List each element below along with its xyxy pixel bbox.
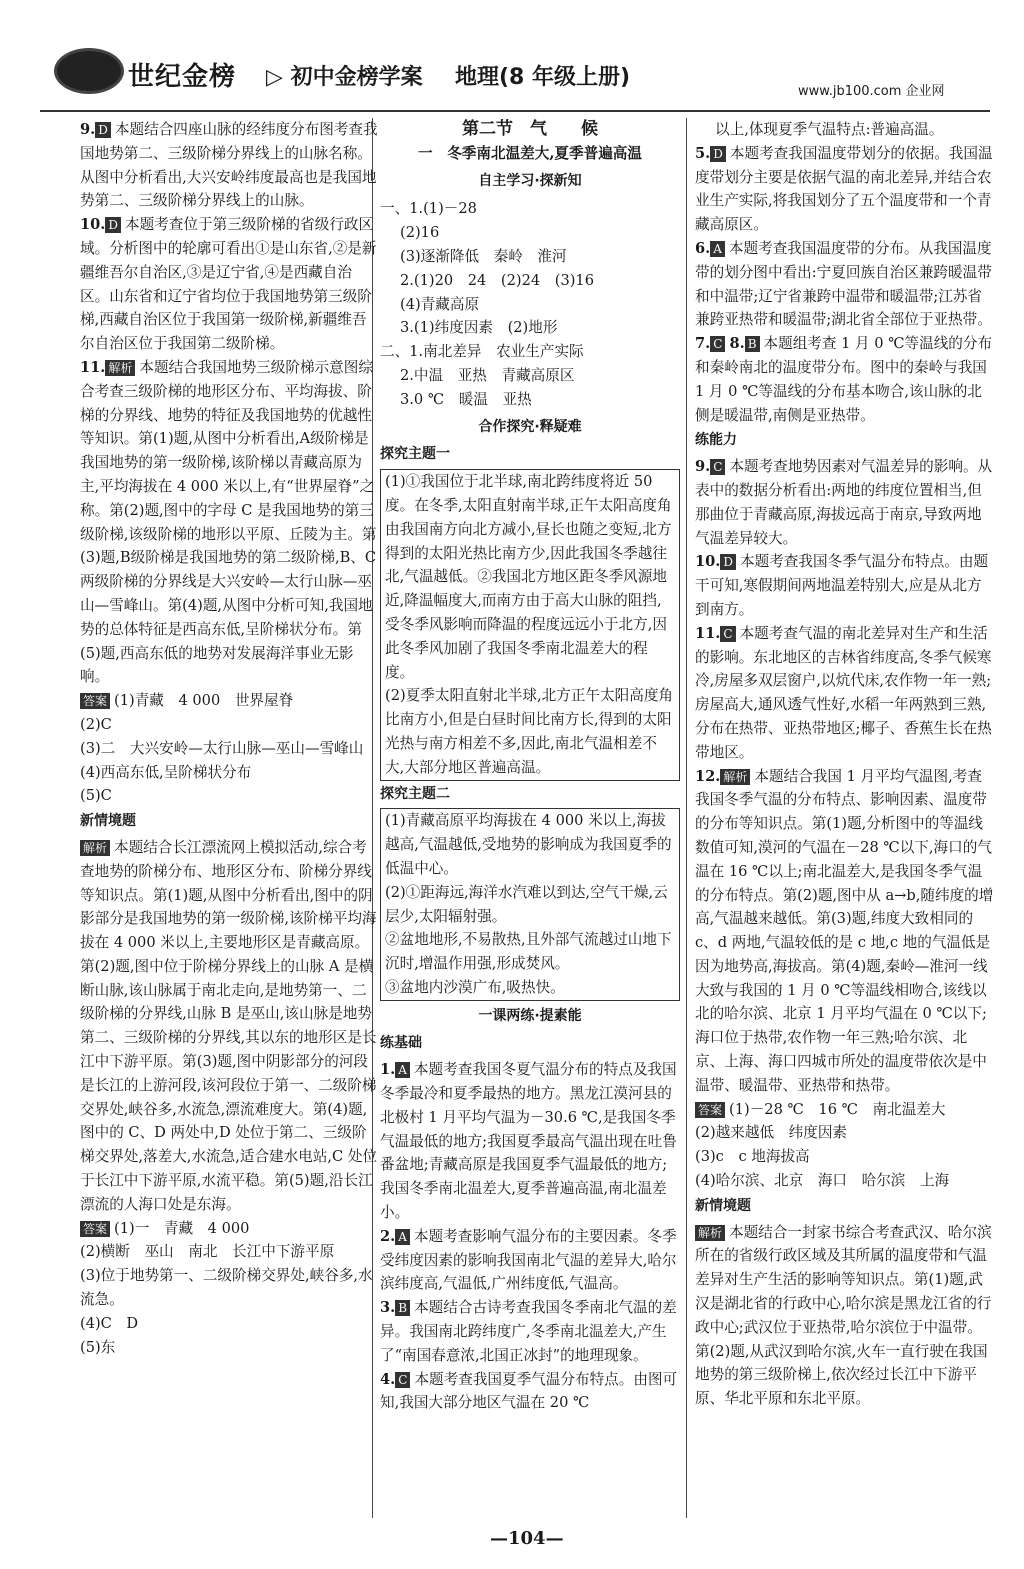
topic-paragraph: ②盆地地形,不易散热,且外部气流越过山地下沉时,增温作用强,形成焚风。 <box>385 931 672 973</box>
ability-practice-heading: 练能力 <box>695 432 737 449</box>
answer-label: 答案 <box>80 1221 110 1237</box>
answer-line: 一、1.(1)－28 <box>380 200 477 218</box>
item-11: 11. C 本题考查气温的南北差异对生产和生活的影响。东北地区的吉林省纬度高,冬季气候寒冷,房屋多双层窗户,以炕代床,农作物一年一熟;房屋高大,通风透气性好,水稻一年两熟到三熟,分布在热带、亚热带地区;椰子、香蕉生长在热带地区。 <box>695 624 992 761</box>
answer-line: (5)C <box>80 787 112 805</box>
new-situation-text: 本题结合长江漂流网上模拟活动,综合考查地势的阶梯分布、地形区分布、阶梯分界线等知识点。第(1)题,从图中分析看出,图中的阴影部分是我国地势的第一级阶梯,该阶梯平均海拔在 4 000 米以上,主要地形区是青藏高原。第(2)题,图中位于阶梯分界线上的山脉 A 是横断山脉,该山脉属于南北走向,是地势第一、二级阶梯的分界线,山脉 B 是巫山,该山脉是地势第二、三级阶梯的分界线,其以东的地形区是长江中下游平原。第(3)题,图中阴影部分的河段是长江的上游河段,该河段位于第一、二级阶梯交界处,峡谷多,水流急,漂流难度大。第(4)题,图中的 C、D 两处中,D 处位于第二、三级阶梯交界处,落差大,水流急,适合建水电站,C 处位于长江中下游平原,水流平稳。第(5)题,沿长江漂流的人海口处是东海。 <box>80 838 378 1213</box>
answer-line: (3)二 大兴安岭—太行山脉—巫山—雪峰山 <box>80 739 364 757</box>
topic-2-box <box>380 808 680 1000</box>
answer-line: (1)－28 ℃ 16 ℃ 南北温差大 <box>729 1100 946 1118</box>
item-9: 9. C 本题考查地势因素对气温差异的影响。从表中的数据分析看出:两地的纬度位置相当,但那曲位于青藏高原,海拔远高于南京,导致两地气温差异较大。 <box>695 458 993 547</box>
answer-line: 2.中温 亚热 青藏高原区 <box>400 366 575 384</box>
answer-line: (4)C D <box>80 1314 139 1332</box>
answer-line: (3)c c 地海拔高 <box>695 1148 810 1166</box>
topic-paragraph: (2)①距海远,海洋水汽难以到达,空气干燥,云层少,太阳辐射强。 <box>385 883 668 925</box>
answer-line: (4)西高东低,呈阶梯状分布 <box>80 763 252 781</box>
answer-line: (2)越来越低 纬度因素 <box>695 1124 848 1142</box>
answer-line: 3.0 ℃ 暖温 亚热 <box>400 390 532 408</box>
answer-line: (3)逐渐降低 秦岭 淮河 <box>400 247 567 265</box>
brand-logo <box>54 48 124 94</box>
item-1: 1. A 本题考查我国冬夏气温分布的特点及我国冬季最冷和夏季最热的地方。黑龙江漠河县的北极村 1 月平均气温为－30.6 ℃,是我国冬季气温最低的地方;我国夏季最高气温出现在吐鲁番盆地;青藏高原是我国夏季气温最低的地方;我国冬季南北温差大,夏季普遍高温,南北温差小。 <box>380 1061 677 1222</box>
section-title: 第二节 气 候 <box>462 119 598 139</box>
answer-line: (2)16 <box>400 224 440 242</box>
series-title: ▷ 初中金榜学案 <box>266 65 423 90</box>
analysis-label: 解析 <box>695 1225 725 1241</box>
column-divider <box>686 118 687 1518</box>
continued-text: 以上,体现夏季气温特点:普遍高温。 <box>715 121 944 138</box>
answer-line: (4)青藏高原 <box>400 295 480 313</box>
topic-paragraph: ③盆地内沙漠广布,吸热快。 <box>385 978 565 996</box>
topic-paragraph: (2)夏季太阳直射北半球,北方正午太阳高度角比南方小,但是白昼时间比南方长,得到的太阳光热与南方相差不多,因此,南北气温相差不大,大部分地区普遍高温。 <box>385 687 674 776</box>
answer-line: (2)横断 巫山 南北 长江中下游平原 <box>80 1243 335 1261</box>
item-11: 11. 解析 本题结合我国地势三级阶梯示意图综合考查三级阶梯的地形区分布、平均海拔、阶梯的分界线、地势的特征及我国地势的优越性等知识。第(1)题,从图中分析看出,A级阶梯是我国地势的第一级阶梯,该阶梯以青藏高原为主,平均海拔在 4 000 米以上,有“世界屋脊”之称。第(2)题,图中的字母 C 是我国地势的第三级阶梯,该级阶梯的地形以平原、丘陵为主。第(3)题,B级阶梯是我国地势的第二级阶梯,B、C两级阶梯的分界线是大兴安岭—太行山脉—巫山—雪峰山。第(4)题,从图中分析可知,我国地势的总体特征是西高东低,呈阶梯状分布。第(5)题,西高东低的地势对发展海洋事业无影响。 <box>80 358 377 686</box>
basic-practice-heading: 练基础 <box>380 1035 422 1052</box>
banner-cooperative: 合作探究·释疑难 <box>478 418 582 435</box>
item-5: 5. D 本题考查我国温度带划分的依据。我国温度带划分主要是依据气温的南北差异,并结合农业生产实际,将我国划分了五个温度带和一个青藏高原区。 <box>695 144 993 234</box>
new-situation-heading: 新情境题 <box>695 1197 751 1214</box>
item-4: 4. C 本题考查我国夏季气温分布特点。由图可知,我国大部分地区气温在 20 ℃ <box>380 1370 678 1412</box>
column-1 <box>80 118 380 1359</box>
website-url: www.jb100.com 企业网 <box>798 84 945 99</box>
answer-line: (2)C <box>80 715 112 733</box>
answer-line: 二、1.南北差异 农业生产实际 <box>380 343 584 361</box>
answer-line: (3)位于地势第一、二级阶梯交界处,峡谷多,水流急。 <box>80 1267 373 1309</box>
banner-self-study: 自主学习·探新知 <box>478 172 582 189</box>
topic-1-heading: 探究主题一 <box>380 446 450 463</box>
item-3: 3. B 本题结合古诗考查我国冬季南北气温的差异。我国南北跨纬度广,冬季南北温差大,产生了“南国春意浓,北国正冰封”的地理现象。 <box>380 1299 677 1364</box>
item-10: 10. D 本题考查位于第三级阶梯的省级行政区域。分析图中的轮廓可看出①是山东省,②是新疆维吾尔自治区,③是辽宁省,④是西藏自治区。山东省和辽宁省均位于我国地势第三级阶梯,西藏自治区位于我国第一级阶梯,新疆维吾尔自治区位于我国第二级阶梯。 <box>80 216 377 353</box>
item-6: 6. A 本题考查我国温度带的分布。从我国温度带的划分图中看出:宁夏回族自治区兼跨暖温带和中温带;辽宁省兼跨中温带和暖温带;江苏省兼跨亚热带和暖温带;湖北省全部位于亚热带。 <box>695 239 992 329</box>
answer-line: 3.(1)纬度因素 (2)地形 <box>400 319 558 337</box>
item-9: 9. D 本题结合四座山脉的经纬度分布图考查我国地势第二、三级阶梯分界线上的山脉名称。从图中分析看出,大兴安岭纬度最高也是我国地势第二、三级阶梯分界线上的山脉。 <box>80 121 378 210</box>
answer-line: 2.(1)20 24 (2)24 (3)16 <box>400 271 595 289</box>
item-7-8: 7. C 8. B 本题组考查 1 月 0 ℃等温线的分布和秦岭南北的温度带分布。图中的秦岭与我国 1 月 0 ℃等温线的分布基本吻合,该山脉的北侧是暖温带,南侧是亚热带。 <box>695 335 993 424</box>
page-number: —104— <box>490 1528 564 1549</box>
topic-2-heading: 探究主题二 <box>380 785 450 802</box>
new-situation-heading: 新情境题 <box>80 813 136 830</box>
answer-line: (4)哈尔滨、北京 海口 哈尔滨 上海 <box>695 1172 950 1190</box>
new-situation-text: 本题结合一封家书综合考查武汉、哈尔滨所在的省级行政区域及其所属的温度带和气温差异对生产生活的影响等知识点。第(1)题,武汉是湖北省的行政中心,哈尔滨是黑龙江省的行政中心;武汉位于亚热带,哈尔滨位于中温带。第(2)题,从武汉到哈尔滨,火车一直行驶在我国地势的第三级阶梯上,依次经过长江中下游平原、华北平原和东北平原。 <box>695 1223 992 1408</box>
page-header <box>18 40 1008 108</box>
column-3 <box>695 118 995 1411</box>
column-2 <box>380 118 680 1415</box>
subsection-title: 一 冬季南北温差大,夏季普遍高温 <box>418 144 642 162</box>
item-2: 2. A 本题考查影响气温分布的主要因素。冬季受纬度因素的影响我国南北气温的差异大,哈尔滨纬度高,气温低,广州纬度低,气温高。 <box>380 1227 677 1293</box>
subject-title: 地理(8 年级上册) <box>455 65 631 90</box>
header-rule <box>40 110 990 112</box>
item-10: 10. D 本题考查我国冬季气温分布特点。由题干可知,寒假期间两地温差特别大,应是从北方到南方。 <box>695 553 989 618</box>
answer-line: (5)东 <box>80 1338 116 1356</box>
answer-label: 答案 <box>80 693 110 709</box>
brand-name: 世纪金榜 <box>128 62 237 92</box>
answer-line: (1)一 青藏 4 000 <box>114 1219 250 1237</box>
topic-paragraph: (1)①我国位于北半球,南北跨纬度将近 50 度。在冬季,太阳直射南半球,正午太阳高度角由我国南方向北方减小,昼长也随之变短,北方得到的太阳光热比南方少,因此我国冬季越往北,气温越低。②我国北方地区距冬季风源地近,降温幅度大,而南方由于高大山脉的阻挡,受冬季风影响而降温的程度远远小于北方,因此冬季风加剧了我国冬季南北温差大的程度。 <box>385 473 672 681</box>
topic-paragraph: (1)青藏高原平均海拔在 4 000 米以上,海拔越高,气温越低,受地势的影响成为我国夏季的低温中心。 <box>385 812 672 877</box>
analysis-label: 解析 <box>80 840 110 856</box>
topic-1-box <box>380 469 680 780</box>
item-12: 12. 解析 本题结合我国 1 月平均气温图,考查我国冬季气温的分布特点、影响因素、温度带的分布等知识点。第(1)题,分析图中的等温线数值可知,漠河的气温在－28 ℃以下,海口的气温在 16 ℃以上;南北温差大,是我国冬季气温的分布特点。第(2)题,图中从 a→b,随纬度的增高,气温越来越低。第(3)题,纬度大致相同的 c、d 两地,气温较低的是 c 地,c 地的气温低是因为地势高,海拔高。第(4)题,秦岭—淮河一线大致与我国的 1 月 0 ℃等温线相吻合,该线以北的哈尔滨、北京 1 月平均气温在 0 ℃以下;海口位于热带,农作物一年三熟;哈尔滨、北京、上海、海口四城市所处的温度带依次是中温带、暖温带、亚热带和热带。 <box>695 767 994 1094</box>
answer-line: (1)青藏 4 000 世界屋脊 <box>114 692 294 710</box>
answer-label: 答案 <box>695 1102 725 1118</box>
banner-practice: 一课两练·提素能 <box>478 1007 582 1024</box>
